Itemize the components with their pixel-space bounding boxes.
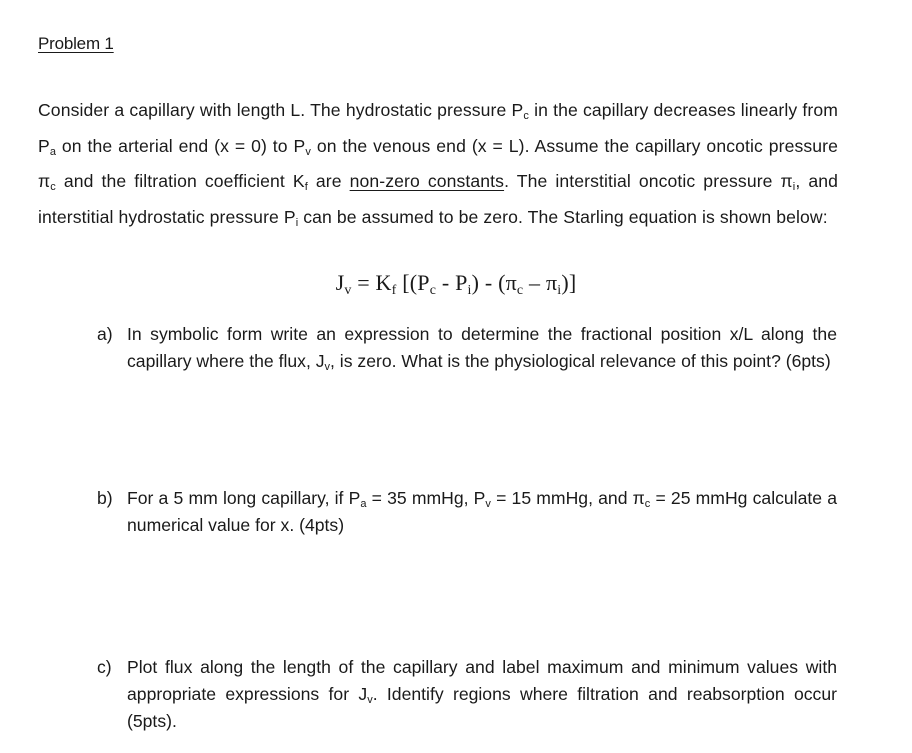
question-part-b bbox=[97, 485, 837, 539]
part-a-label: a) bbox=[97, 324, 113, 344]
part-c-text: Plot flux along the length of the capillary and label maximum and minimum values with appropriate expressions for $J_v$. Identify regions where filtration and reabsorption occur (5pts). bbox=[127, 657, 837, 731]
starling-equation: $J_v = K_f$ $[(P_c - P_i) - (\pi_c - \pi_i)]$ bbox=[335, 270, 577, 298]
part-a-text: In symbolic form write an expression to determine the fractional position x/L along the capillary where the flux, $J_v$, is zero. What is the physiological relevance of this point? (6pts) bbox=[127, 324, 837, 373]
question-part-c bbox=[97, 654, 837, 735]
problem-heading: Problem 1 bbox=[38, 34, 114, 53]
question-part-a bbox=[97, 321, 837, 375]
part-c-label: c) bbox=[97, 657, 112, 677]
part-b-label: b) bbox=[97, 488, 113, 508]
problem-statement: Consider a capillary with length L. The hydrostatic pressure $P_c$ in the capillary decreases linearly from $P_a$ on the arterial end (x = 0) to $P_v$ on the venous end (x = L). Assume the capillary oncotic pressure $\pi_c$ and the filtration coefficient $K_f$ are non-zero constants. The interstitial oncotic pressure $\pi_i$, and interstitial hydrostatic pressure $P_i$ can be assumed to be zero. The Starling equation is shown below: bbox=[38, 100, 839, 229]
part-b-text: For a 5 mm long capillary, if $P_a = 35$ mmHg, $P_v = 15$ mmHg, and $\pi_c = 25$ mmHg calculate a numerical value for x. (4pts) bbox=[127, 488, 838, 535]
underlined-phrase: non-zero constants bbox=[349, 171, 505, 191]
